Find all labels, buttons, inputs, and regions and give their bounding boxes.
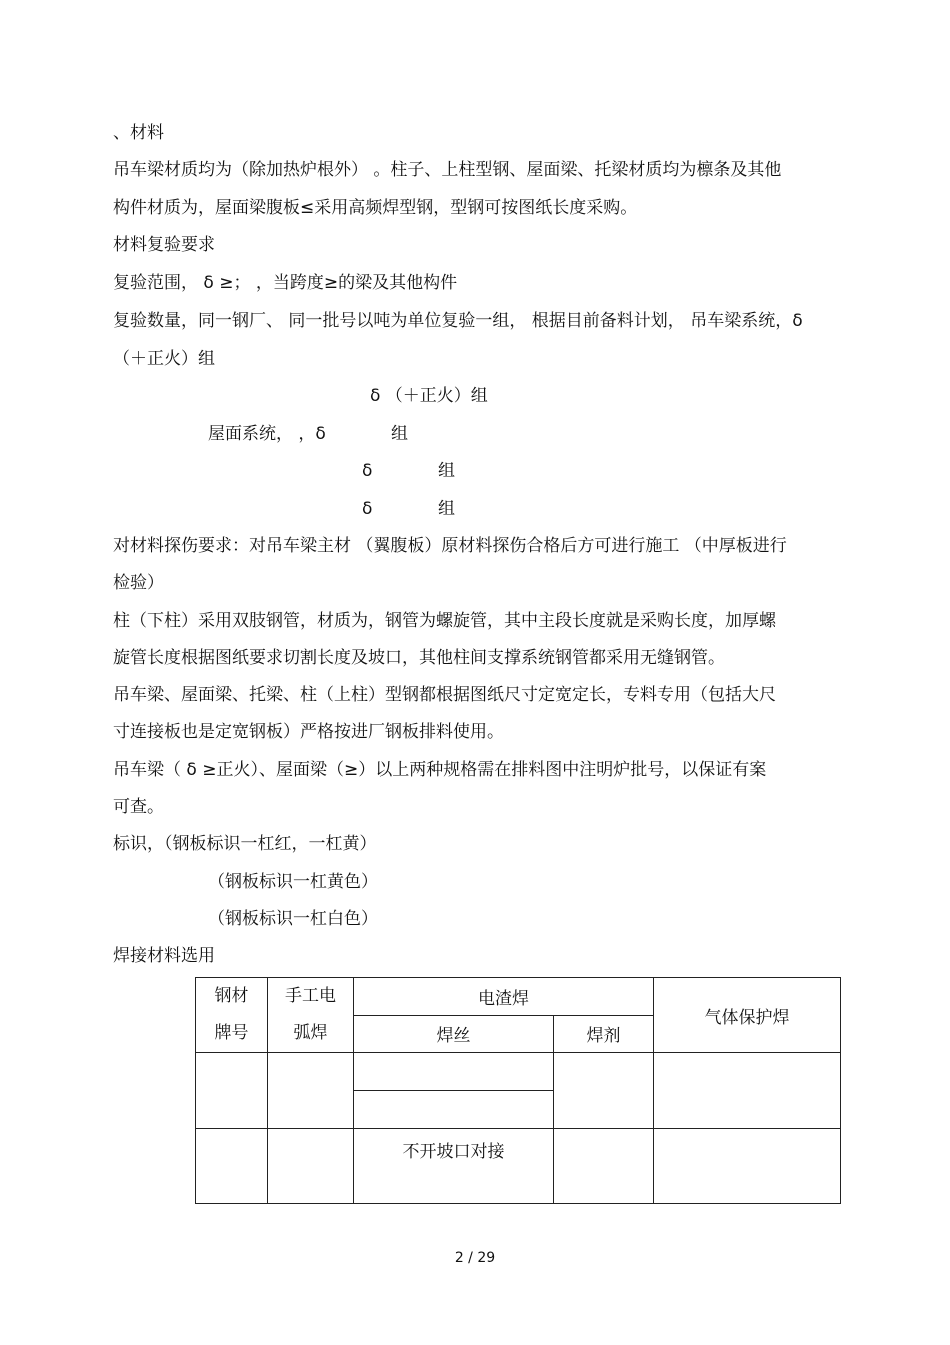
table-cell — [354, 1053, 554, 1091]
table-cell — [268, 1129, 354, 1204]
paragraph-line: δ （＋正火）组 — [370, 386, 488, 406]
paragraph-line: 组 — [438, 499, 455, 519]
header-welding-wire: 焊丝 — [354, 1015, 554, 1053]
subheading-recheck: 材料复验要求 — [113, 235, 215, 255]
paragraph-line: 构件材质为，屋面梁腹板≤采用高频焊型钢，型钢可按图纸长度采购。 — [113, 198, 638, 218]
subheading-welding-materials: 焊接材料选用 — [113, 946, 215, 966]
page-number: 2 / 29 — [454, 1250, 496, 1266]
header-electroslag-welding: 电渣焊 — [354, 978, 654, 1016]
paragraph-line: 寸连接板也是定宽钢板）严格按进厂钢板排料使用。 — [113, 722, 504, 742]
cell-butt-no-groove: 不开坡口对接 — [354, 1129, 554, 1204]
paragraph-line: 可查。 — [113, 797, 164, 817]
paragraph-line: 吊车梁、屋面梁、托梁、柱（上柱）型钢都根据图纸尺寸定宽定长，专料专用（包括大尺 — [113, 685, 776, 705]
table-cell — [554, 1053, 654, 1129]
paragraph-line: （钢板标识一杠黄色） — [208, 872, 378, 892]
paragraph-line: 吊车梁材质均为（除加热炉根外） 。柱子、上柱型钢、屋面梁、托梁材质均为檩条及其他 — [113, 160, 782, 180]
paragraph-line: （＋正火）组 — [113, 349, 215, 369]
paragraph-line: 标识，（钢板标识一杠红，一杠黄） — [113, 834, 377, 854]
paragraph-line: 复验数量，同一钢厂、 同一批号以吨为单位复验一组， 根据目前备料计划， 吊车梁系统，δ — [113, 311, 803, 331]
header-steel-grade: 钢材牌号 — [196, 978, 268, 1053]
paragraph-line: 复验范围， δ ≥； ，当跨度≥的梁及其他构件 — [113, 273, 458, 293]
table-cell — [268, 1053, 354, 1129]
table-cell — [654, 1053, 841, 1129]
paragraph-line: 对材料探伤要求：对吊车梁主材 （翼腹板）原材料探伤合格后方可进行施工 （中厚板进行 — [113, 536, 787, 556]
table-cell — [196, 1129, 268, 1204]
paragraph-line: 组 — [391, 424, 408, 444]
paragraph-line: δ — [362, 461, 373, 481]
welding-materials-table — [195, 977, 841, 1204]
paragraph-line: 检验） — [113, 573, 164, 593]
paragraph-line: δ — [362, 499, 373, 519]
header-welding-flux: 焊剂 — [554, 1015, 654, 1053]
table-cell — [196, 1053, 268, 1129]
paragraph-line: 旋管长度根据图纸要求切割长度及坡口，其他柱间支撑系统钢管都采用无缝钢管。 — [113, 648, 725, 668]
section-heading-materials: 、材料 — [113, 123, 164, 143]
paragraph-line: 吊车梁（ δ ≥正火）、屋面梁（≥）以上两种规格需在排料图中注明炉批号，以保证有案 — [113, 760, 767, 780]
paragraph-line: 组 — [438, 461, 455, 481]
table-cell — [554, 1129, 654, 1204]
header-manual-arc-welding: 手工电弧焊 — [268, 978, 354, 1053]
paragraph-line: （钢板标识一杠白色） — [208, 909, 378, 929]
paragraph-line: 柱（下柱）采用双肢钢管，材质为，钢管为螺旋管，其中主段长度就是采购长度，加厚螺 — [113, 611, 776, 631]
header-gas-shielded-welding: 气体保护焊 — [654, 978, 841, 1053]
table-cell — [354, 1091, 554, 1129]
table-cell — [654, 1129, 841, 1204]
paragraph-line: 屋面系统， ，δ — [208, 424, 326, 444]
